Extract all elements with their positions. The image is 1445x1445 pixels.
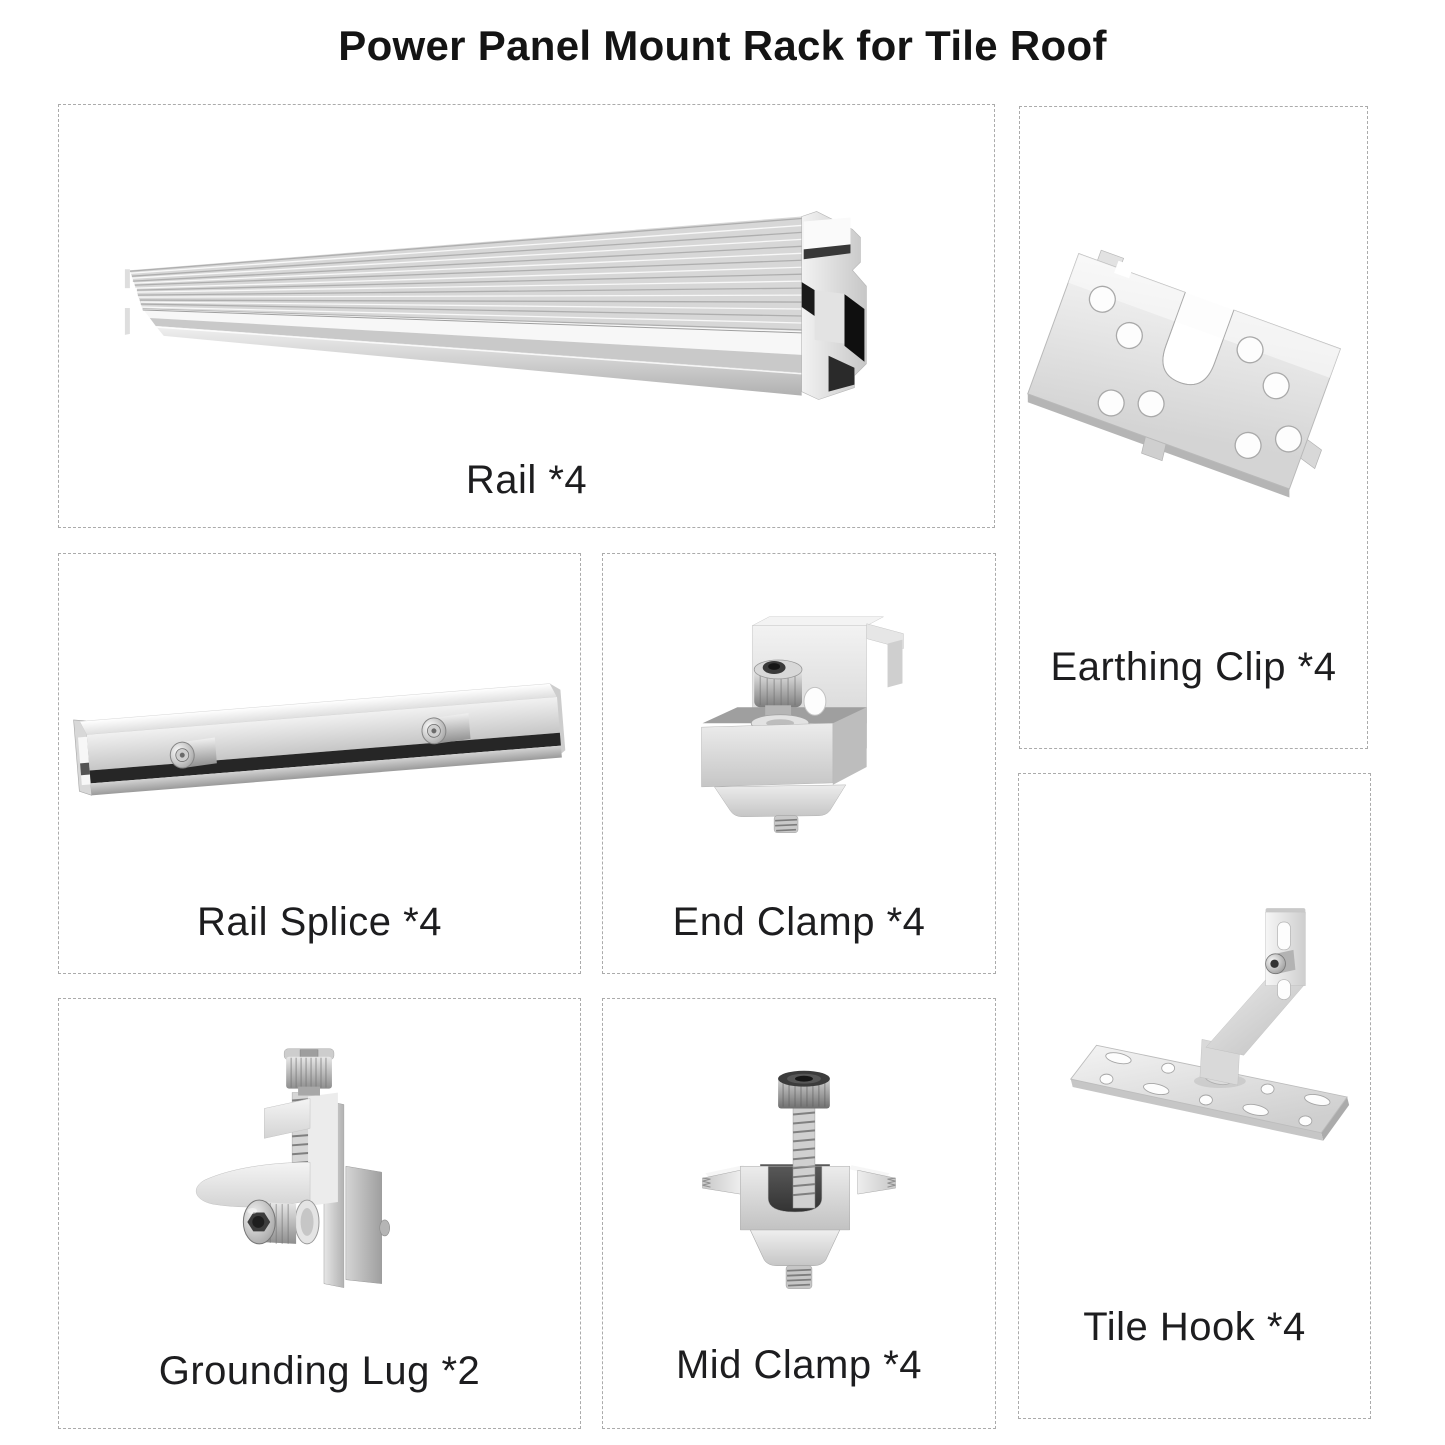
part-box-end-clamp	[602, 553, 996, 974]
part-box-mid-clamp	[602, 998, 996, 1429]
page-title: Power Panel Mount Rack for Tile Roof	[338, 22, 1107, 69]
part-box-rail-splice	[58, 553, 581, 974]
part-box-rail	[58, 104, 995, 528]
part-label-mid-clamp: Mid Clamp *4	[675, 1343, 923, 1387]
part-label-earthing-clip: Earthing Clip *4	[1050, 645, 1337, 689]
part-label-rail: Rail *4	[465, 458, 588, 502]
part-label-grounding-lug: Grounding Lug *2	[158, 1349, 481, 1393]
part-label-tile-hook: Tile Hook *4	[1083, 1305, 1306, 1349]
part-label-rail-splice: Rail Splice *4	[197, 900, 442, 944]
part-box-grounding-lug	[58, 998, 581, 1429]
part-box-earthing-clip	[1019, 106, 1368, 749]
part-box-tile-hook	[1018, 773, 1371, 1419]
part-label-end-clamp: End Clamp *4	[672, 900, 926, 944]
